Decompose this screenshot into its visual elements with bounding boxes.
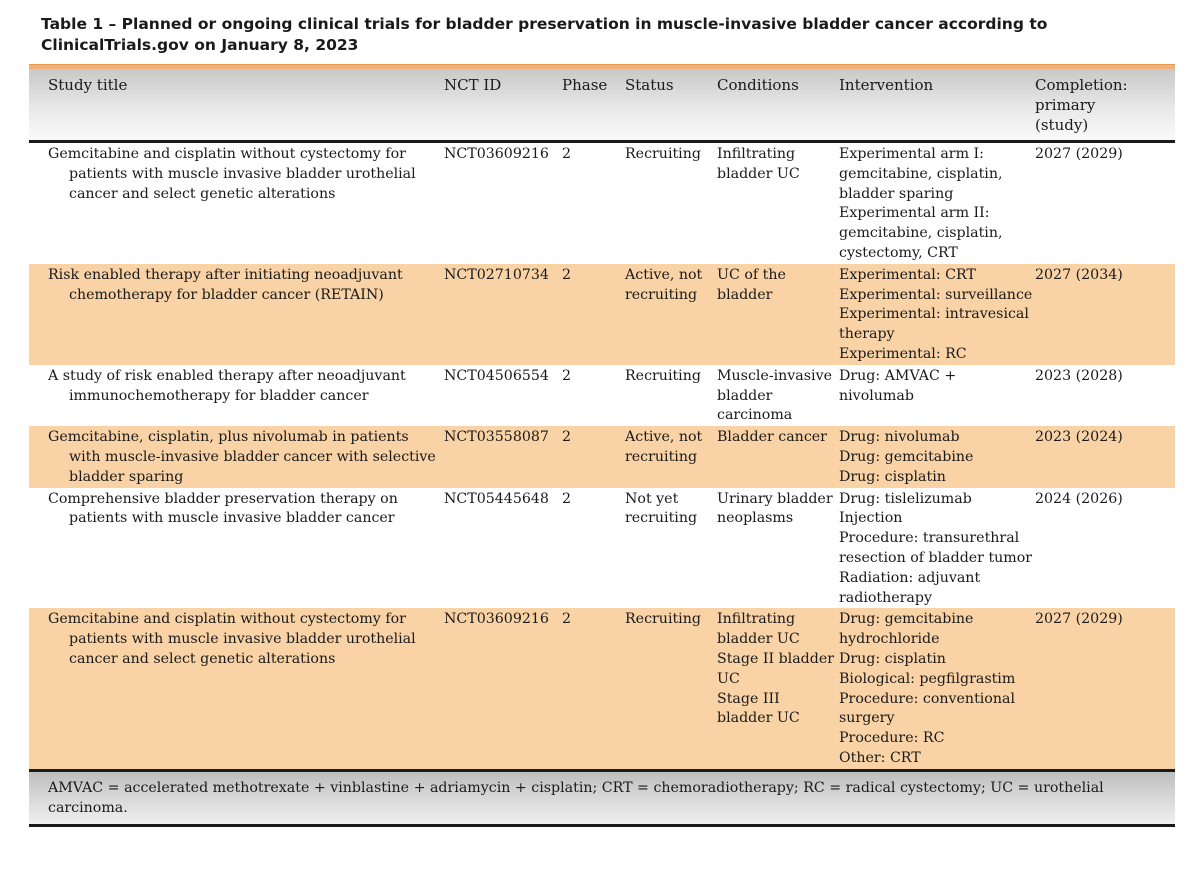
cell-intervention [839,426,1035,487]
cell-conditions [717,365,839,426]
cell-study-title: Comprehensive bladder preservation therapy on patients with muscle invasive bladder cancer [48,490,398,527]
header-status: Status [625,69,717,142]
intervention-item: Procedure: conventional surgery [839,690,1015,727]
cell-nct-id: NCT03609216 [444,146,549,162]
table-body [29,142,1175,769]
cell-completion: 2027 (2034) [1035,264,1175,365]
cell-conditions [717,264,839,365]
cell-conditions [717,488,839,609]
cell-status: Recruiting [625,608,717,768]
cell-study-title: Gemcitabine, cisplatin, plus nivolumab in patients with muscle-invasive bladder cancer with selective bladder sparing [29,426,444,487]
condition-item: Muscle-invasive bladder carcinoma [717,367,832,424]
header-completion-line: primary [1035,96,1096,114]
table-row [29,488,1175,609]
intervention-item: Drug: AMVAC + nivolumab [839,367,957,404]
cell-nct-id: NCT04506554 [444,367,549,384]
cell-study-title: A study of risk enabled therapy after neoadjuvant immunochemotherapy for bladder cancer [48,367,406,404]
intervention-item: Procedure: RC [839,730,945,747]
cell-status: Active, not recruiting [625,264,717,365]
cell-completion: 2023 (2024) [1035,426,1175,487]
table-row [29,365,1175,426]
cell-completion: 2027 (2029) [1035,608,1175,768]
header-nct-id: NCT ID [444,69,562,142]
header-completion [1035,69,1175,142]
cell-conditions [717,608,839,768]
cell-status: Active, not recruiting [625,426,717,487]
cell-nct-id: NCT02710734 [444,264,562,365]
intervention-item: Drug: gemcitabine hydrochloride [839,611,974,648]
cell-status: Recruiting [625,367,701,384]
cell-completion: 2027 (2029) [1035,146,1123,162]
cell-completion: 2024 (2026) [1035,490,1123,507]
intervention-item: Radiation: adjuvant radiotherapy [839,569,981,606]
intervention-item: Experimental arm I: gemcitabine, cisplatin, bladder sparing [839,146,1003,202]
condition-item: Infiltrating bladder UC [717,146,800,182]
cell-study-title: Gemcitabine and cisplatin without cystectomy for patients with muscle invasive bladder urothelial cancer and select genetic alterations [29,608,444,768]
cell-phase: 2 [562,264,625,365]
intervention-item: Biological: pegfilgrastim [839,670,1016,687]
condition-item: Stage II bladder UC [717,650,835,687]
intervention-item: Drug: gemcitabine [839,448,974,465]
cell-intervention [839,488,1035,609]
header-phase: Phase [562,69,625,142]
header-completion-line: Completion: [1035,76,1128,94]
intervention-item: Experimental arm II: gemcitabine, cisplatin, cystectomy, CRT [839,205,1003,261]
condition-item: Infiltrating bladder UC [717,611,800,648]
cell-nct-id: NCT05445648 [444,490,549,507]
condition-item: Urinary bladder neoplasms [717,490,833,527]
intervention-item: Experimental: CRT [839,266,976,283]
cell-completion: 2023 (2028) [1035,367,1123,384]
cell-study-title: Risk enabled therapy after initiating neoadjuvant chemotherapy for bladder cancer (RETAIN) [29,264,444,365]
cell-study-title: Gemcitabine and cisplatin without cystectomy for patients with muscle invasive bladder urothelial cancer and select genetic alterations [48,146,416,202]
cell-phase: 2 [562,608,625,768]
trials-table-wrapper [29,64,1175,827]
header-completion-line: (study) [1035,116,1089,134]
cell-status: Recruiting [625,146,701,162]
cell-phase: 2 [562,146,572,162]
cell-nct-id: NCT03558087 [444,426,562,487]
header-conditions: Conditions [717,69,839,142]
condition-item: Stage III bladder UC [717,690,800,727]
table-caption: Table 1 – Planned or ongoing clinical trials for bladder preservation in muscle-invasive bladder cancer according to ClinicalTrials.gov on January 8, 2023 [41,15,1048,54]
intervention-item: Procedure: transurethral resection of bladder tumor [839,530,1033,566]
cell-nct-id: NCT03609216 [444,608,562,768]
cell-intervention [839,608,1035,768]
cell-phase: 2 [562,367,572,384]
condition-item: UC of the bladder [717,266,786,303]
intervention-item: Drug: cisplatin [839,468,946,485]
intervention-item: Drug: nivolumab [839,429,960,446]
cell-phase: 2 [562,490,572,507]
cell-phase: 2 [562,426,625,487]
intervention-item: Experimental: intravesical therapy [839,306,1029,343]
table-row [29,426,1175,487]
intervention-item: Experimental: RC [839,345,967,362]
table-footnote: AMVAC = accelerated methotrexate + vinblastine + adriamycin + cisplatin; CRT = chemoradiotherapy; RC = radical cystectomy; UC = urothelial carcinoma. [29,769,1175,827]
intervention-item: Experimental: surveillance [839,286,1033,303]
header-intervention: Intervention [839,69,1035,142]
intervention-item: Drug: cisplatin [839,650,946,667]
header-study-title: Study title [29,69,444,142]
table-row [29,142,1175,264]
table-row [29,608,1175,768]
intervention-item: Other: CRT [839,749,921,766]
cell-conditions [717,426,839,487]
cell-conditions [717,142,839,264]
intervention-item: Drug: tislelizumab Injection [839,490,972,527]
cell-status: Not yet recruiting [625,490,698,527]
header-row [29,69,1175,142]
cell-intervention [839,142,1035,264]
table-row [29,264,1175,365]
table-header [29,69,1175,142]
cell-intervention [839,365,1035,426]
condition-item: Bladder cancer [717,429,827,446]
cell-intervention [839,264,1035,365]
trials-table [29,69,1175,769]
